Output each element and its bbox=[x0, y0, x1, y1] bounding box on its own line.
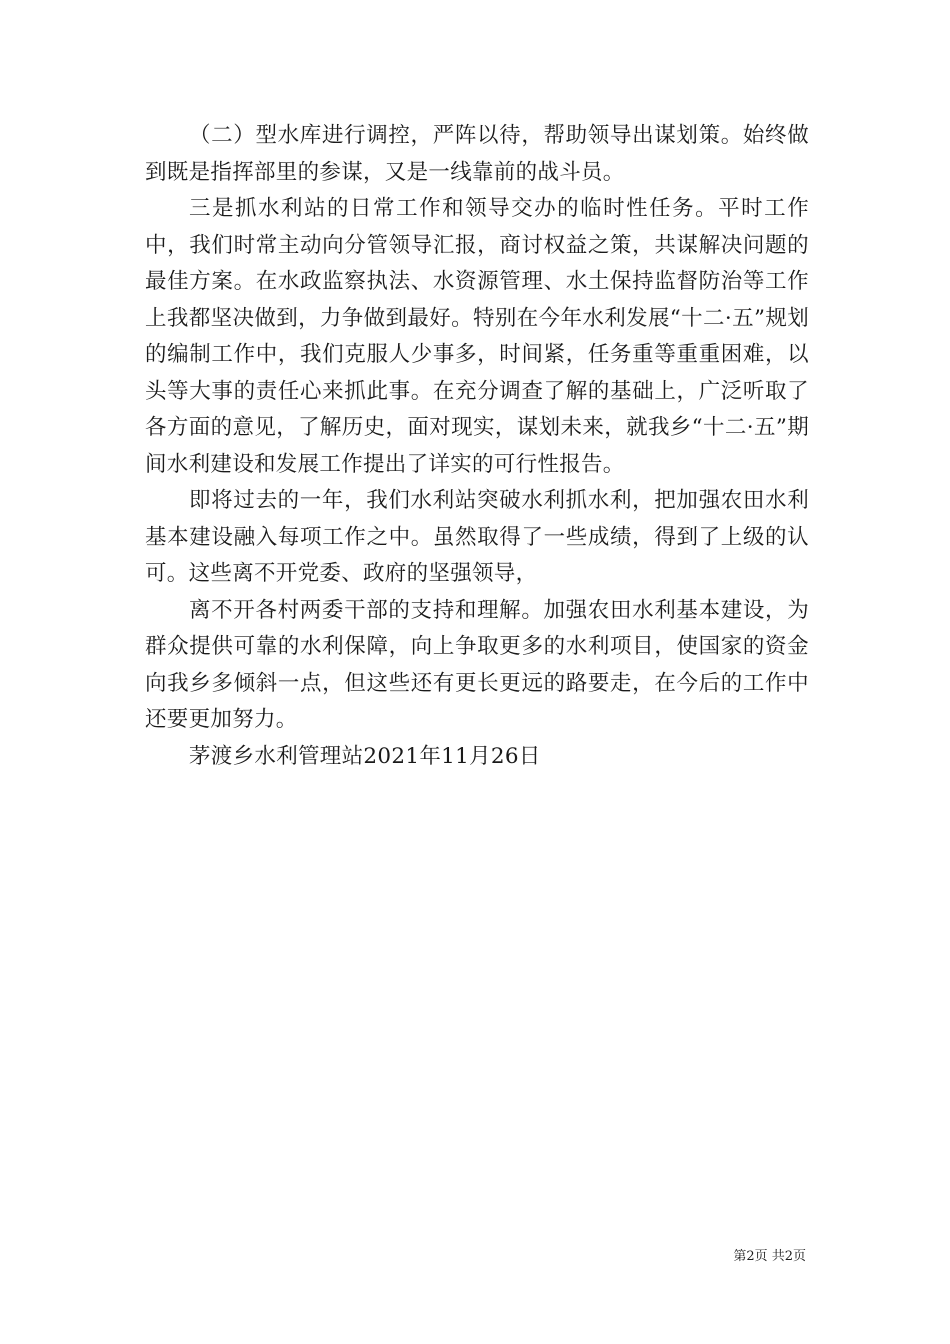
signature-line: 茅渡乡水利管理站2021年11月26日 bbox=[189, 743, 541, 769]
paragraph-4: 离不开各村两委干部的支持和理解。加强农田水利基本建设，为群众提供可靠的水利保障，向上争取更多的水利项目，使国家的资金向我乡多倾斜一点，但这些还有更长更远的路要走，在今后的工作中还要更加努力。 bbox=[145, 597, 809, 732]
document-body bbox=[145, 118, 809, 775]
page-number-footer: 第2页 共2页 bbox=[733, 1249, 806, 1264]
paragraph-1: （二）型水库进行调控，严阵以待，帮助领导出谋划策。始终做到既是指挥部里的参谋，又是一线靠前的战斗员。 bbox=[145, 123, 809, 185]
paragraph-3: 即将过去的一年，我们水利站突破水利抓水利，把加强农田水利基本建设融入每项工作之中。虽然取得了一些成绩，得到了上级的认可。这些离不开党委、政府的坚强领导， bbox=[145, 488, 809, 586]
paragraph-2: 三是抓水利站的日常工作和领导交办的临时性任务。平时工作中，我们时常主动向分管领导汇报，商讨权益之策，共谋解决问题的最佳方案。在水政监察执法、水资源管理、水土保持监督防治等工作上我都坚决做到，力争做到最好。特别在今年水利发展“十二·五”规划的编制工作中，我们克服人少事多，时间紧，任务重等重重困难，以头等大事的责任心来抓此事。在充分调查了解的基础上，广泛听取了各方面的意见，了解历史，面对现实，谋划未来，就我乡“十二·五”期间水利建设和发展工作提出了详实的可行性报告。 bbox=[145, 196, 809, 477]
